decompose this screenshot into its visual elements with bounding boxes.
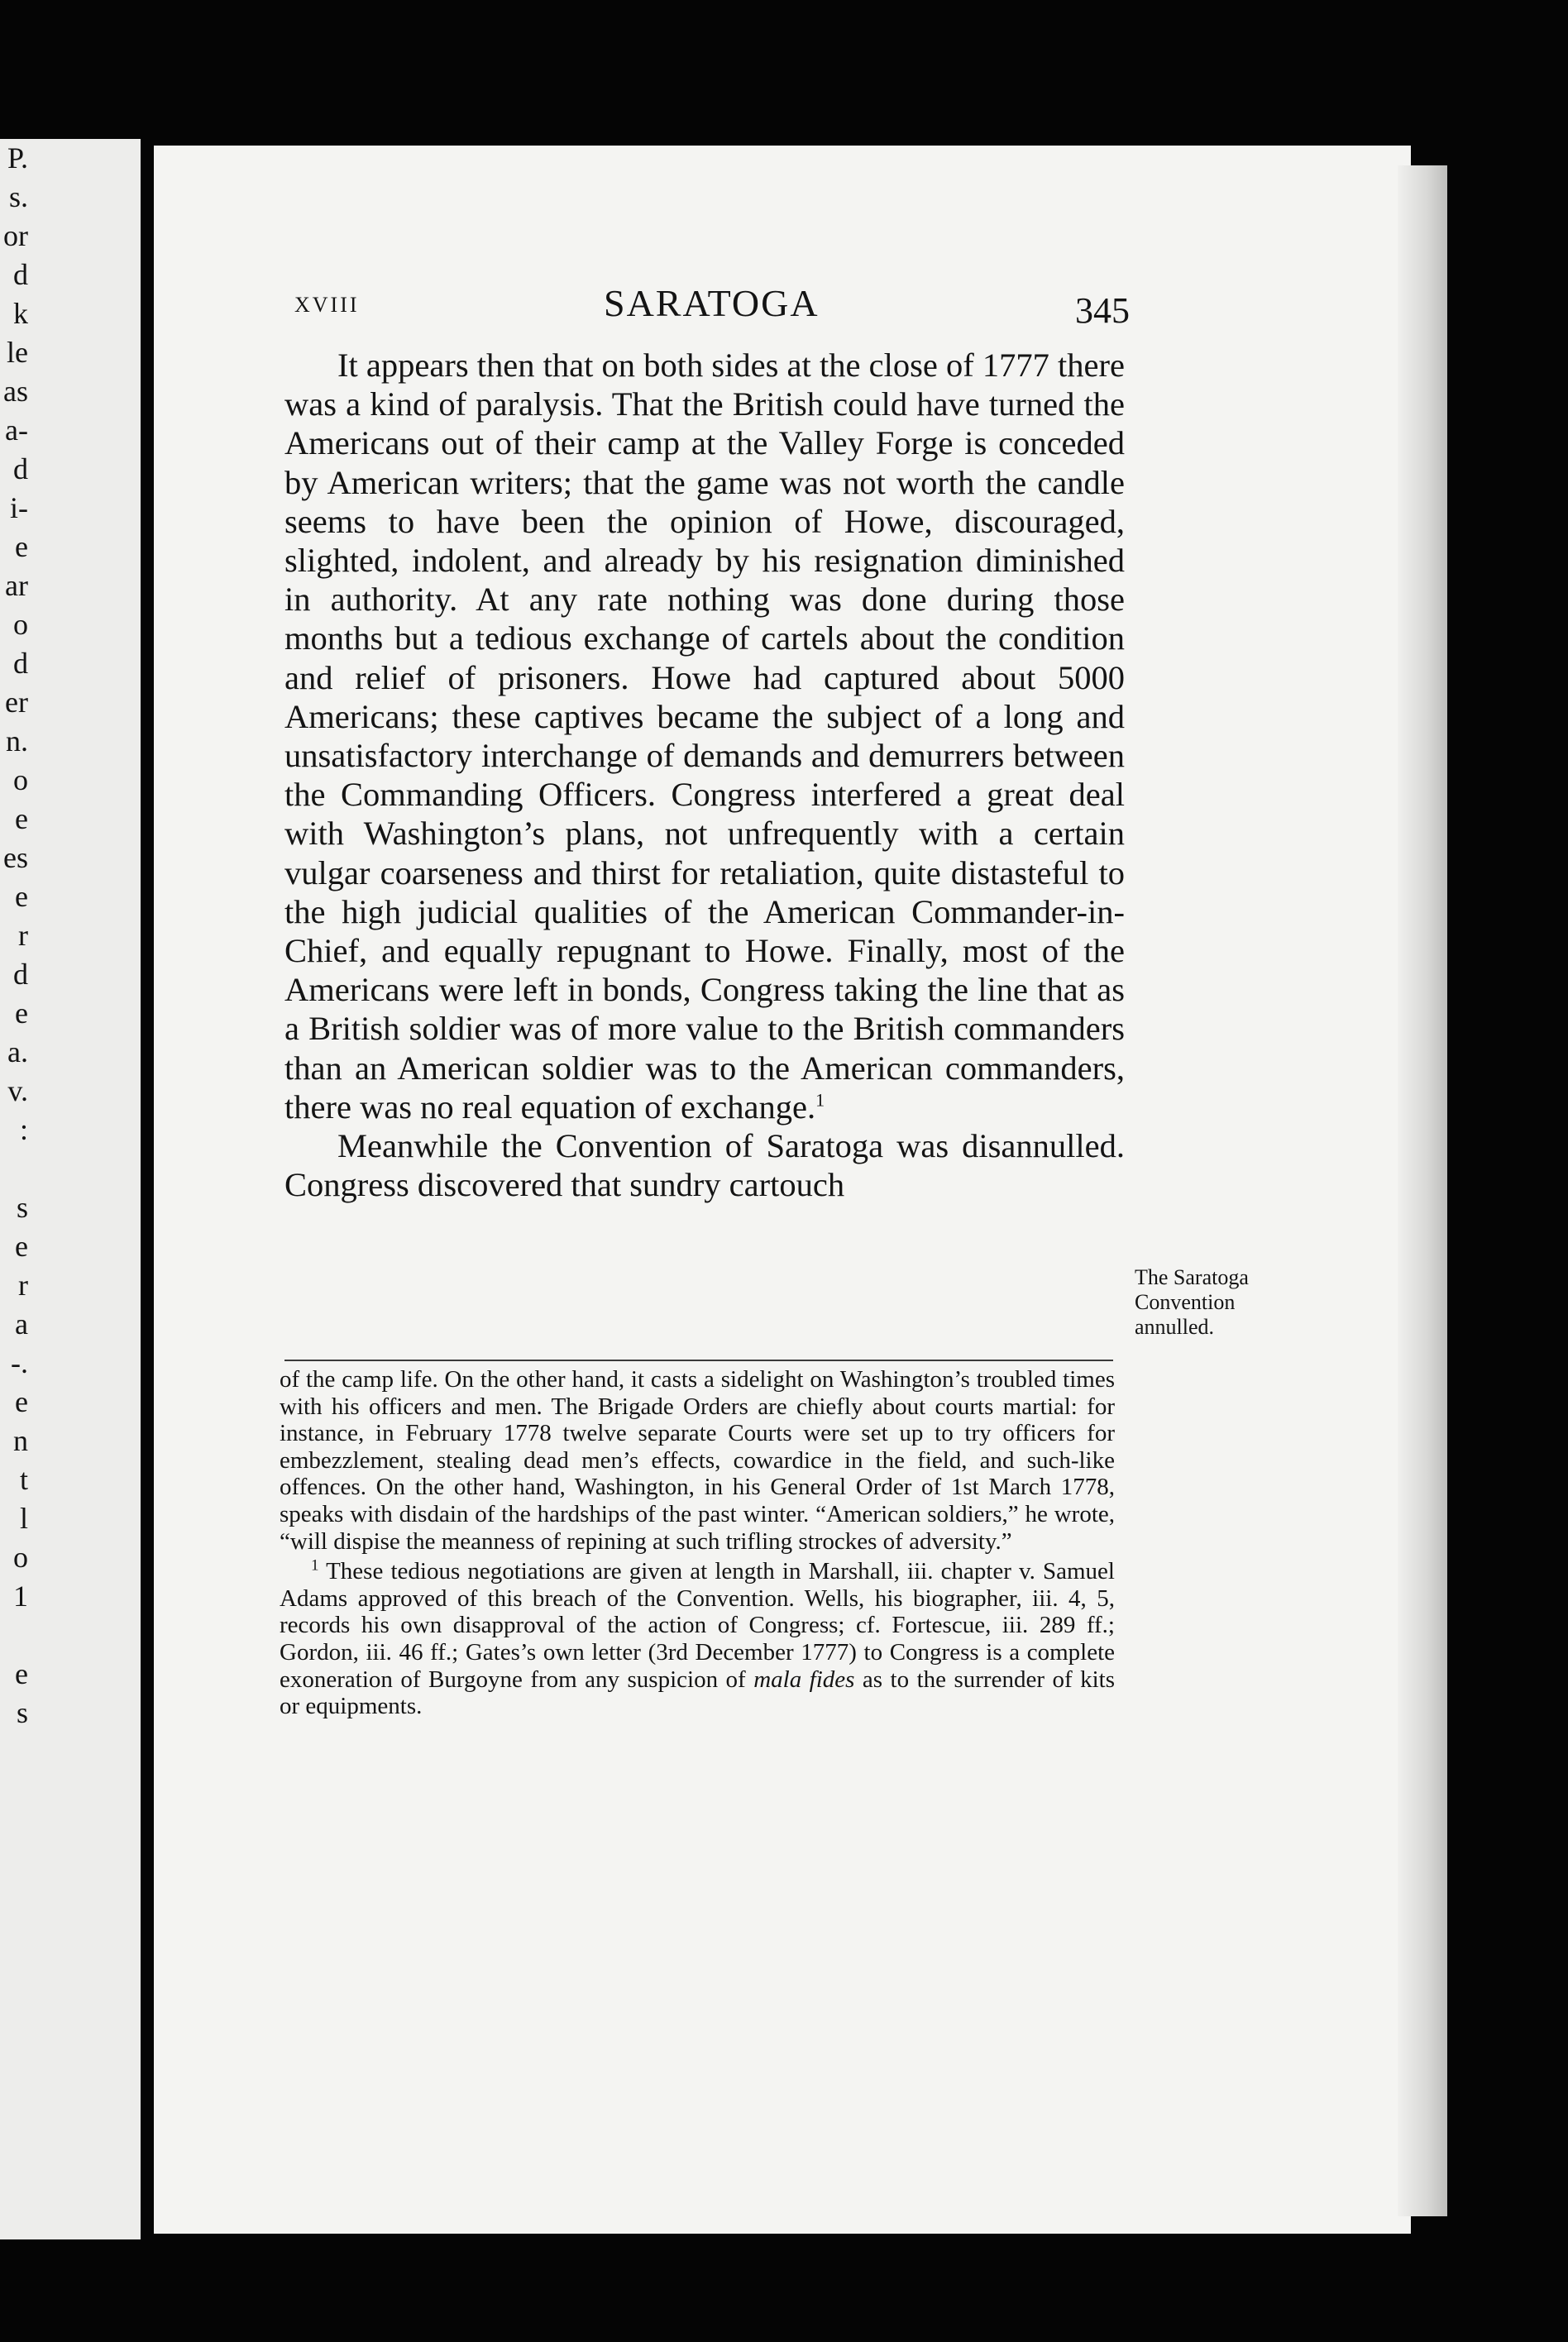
footnote-reference: 1 bbox=[815, 1089, 825, 1111]
left-edge-fragment: s. bbox=[8, 180, 28, 213]
footnote-continued: of the camp life. On the other hand, it casts a sidelight on Washington’s troubled times with his officers and men. The Brigade Orders are chiefly about courts martial: for instance, in February 1778 twelve separate Courts were set up to try officers for embezzlement, stealing dead men’s effects, cowardice in the field, and such-like offences. On the other hand, Washington, in his General Order of 1st March 1778, speaks with disdain of the hardships of the past winter. “American soldiers,” he wrote, “will dispise the meanness of repining at such trifling strockes of adversity.” bbox=[280, 1366, 1115, 1555]
left-edge-fragment: d bbox=[13, 452, 28, 485]
footnote-text: These tedious negotiations are given at length in Marshall, iii. chapter v. Samuel Adams approved of this breach of the Convention. Wells, his biographer, iii. 4, 5, records his own disapproval of the action of Congress; cf. Fortescue, iii. 289 ff.; Gordon, iii. 46 ff.; Gates’s own letter (3rd December 1777) to Congress is a complete exoneration of Burgoyne from any suspicion of bbox=[280, 1558, 1115, 1693]
left-page-text-fragments bbox=[0, 139, 28, 1733]
left-edge-fragment: a. bbox=[7, 1035, 28, 1068]
left-page-edge bbox=[0, 139, 141, 2239]
footnote-italic-text: mala fides bbox=[753, 1666, 855, 1693]
left-edge-fragment: d bbox=[13, 647, 28, 680]
footnote-mark: 1 bbox=[311, 1556, 319, 1575]
left-edge-fragment: d bbox=[13, 958, 28, 991]
page-title: SARATOGA bbox=[604, 282, 820, 324]
left-edge-fragment: e bbox=[15, 1385, 28, 1418]
left-edge-fragment bbox=[0, 1149, 28, 1188]
left-edge-fragment: er bbox=[5, 686, 28, 719]
page-number: 345 bbox=[1075, 290, 1130, 331]
left-edge-fragment: es bbox=[3, 841, 28, 874]
left-edge-fragment: d bbox=[13, 258, 28, 291]
footnote-divider bbox=[284, 1360, 1113, 1361]
left-edge-fragment: r bbox=[18, 919, 28, 952]
left-edge-fragment: e bbox=[15, 802, 28, 835]
left-edge-fragment: e bbox=[15, 1657, 28, 1690]
left-edge-fragment: : bbox=[19, 1113, 28, 1146]
left-edge-fragment: s bbox=[16, 1696, 28, 1729]
left-edge-fragment: r bbox=[18, 1269, 28, 1302]
left-edge-fragment: -. bbox=[11, 1346, 28, 1379]
left-edge-fragment: e bbox=[15, 530, 28, 563]
left-edge-fragment: o bbox=[13, 763, 28, 796]
left-edge-fragment: i- bbox=[10, 491, 28, 524]
left-edge-fragment: t bbox=[19, 1463, 28, 1496]
margin-note: The Saratoga Convention annulled. bbox=[1135, 1265, 1249, 1339]
left-edge-fragment: e bbox=[15, 1230, 28, 1263]
left-edge-fragment bbox=[0, 1616, 28, 1655]
left-edge-fragment: o bbox=[13, 1541, 28, 1574]
paragraph bbox=[284, 1126, 1125, 1204]
left-edge-fragment: as bbox=[3, 375, 28, 408]
left-edge-fragment: le bbox=[7, 336, 28, 369]
left-edge-fragment: a- bbox=[5, 413, 28, 447]
left-edge-fragment: k bbox=[13, 297, 28, 330]
page-edge-shadow bbox=[1398, 165, 1447, 2216]
paragraph-text: It appears then that on both sides at the close of 1777 there was a kind of paralysis. That the British could have turned the Americans out of their camp at the Valley Forge is conceded by American writers; that the game was not worth the candle seems to have been the opinion of Howe, discouraged, slighted, indolent, and already by his resignation diminished in authority. At any rate nothing was done during those months but a tedious exchange of cartels about the condition and relief of prisoners. Howe had captured about 5000 Americans; these captives became the subject of a long and unsatisfactory interchange of demands and demurrers between the Commanding Officers. Congress interfered a great deal with Washington’s plans, not unfrequently with a certain vulgar coarseness and thirst for retaliation, quite distasteful to the high judicial qualities of the American Commander-in-Chief, and equally repugnant to Howe. Finally, most of the Americans were left in bonds, Congress taking the line that as a British soldier was of more value to the British commanders than an American soldier was to the American commanders, there was no real equation of exchange. bbox=[284, 347, 1125, 1126]
left-edge-fragment: l bbox=[19, 1502, 28, 1535]
left-edge-fragment: n. bbox=[6, 724, 28, 758]
running-head bbox=[294, 281, 1130, 334]
paragraph bbox=[284, 346, 1125, 1126]
left-edge-fragment: e bbox=[15, 997, 28, 1030]
left-edge-fragment: or bbox=[3, 219, 28, 252]
left-edge-fragment: P. bbox=[7, 141, 28, 174]
left-edge-fragment: e bbox=[15, 880, 28, 913]
paragraph-text: Meanwhile the Convention of Saratoga was disannulled. Congress discovered that sundry cartouch bbox=[284, 1127, 1125, 1204]
body-text bbox=[284, 346, 1125, 1204]
chapter-number: XVIII bbox=[294, 293, 360, 317]
book-gutter bbox=[141, 139, 154, 2239]
footnote-1 bbox=[280, 1558, 1115, 1720]
left-edge-fragment: v. bbox=[7, 1074, 28, 1107]
left-edge-fragment: n bbox=[13, 1424, 28, 1457]
left-edge-fragment: o bbox=[13, 608, 28, 641]
footnote-text-end: as to the surrender of kits or equipments. bbox=[280, 1666, 1115, 1720]
left-edge-fragment: a bbox=[15, 1307, 28, 1341]
left-edge-fragment: s bbox=[16, 1191, 28, 1224]
left-edge-fragment: 1 bbox=[13, 1580, 28, 1613]
footnotes bbox=[280, 1366, 1115, 1720]
left-edge-fragment: ar bbox=[5, 569, 28, 602]
